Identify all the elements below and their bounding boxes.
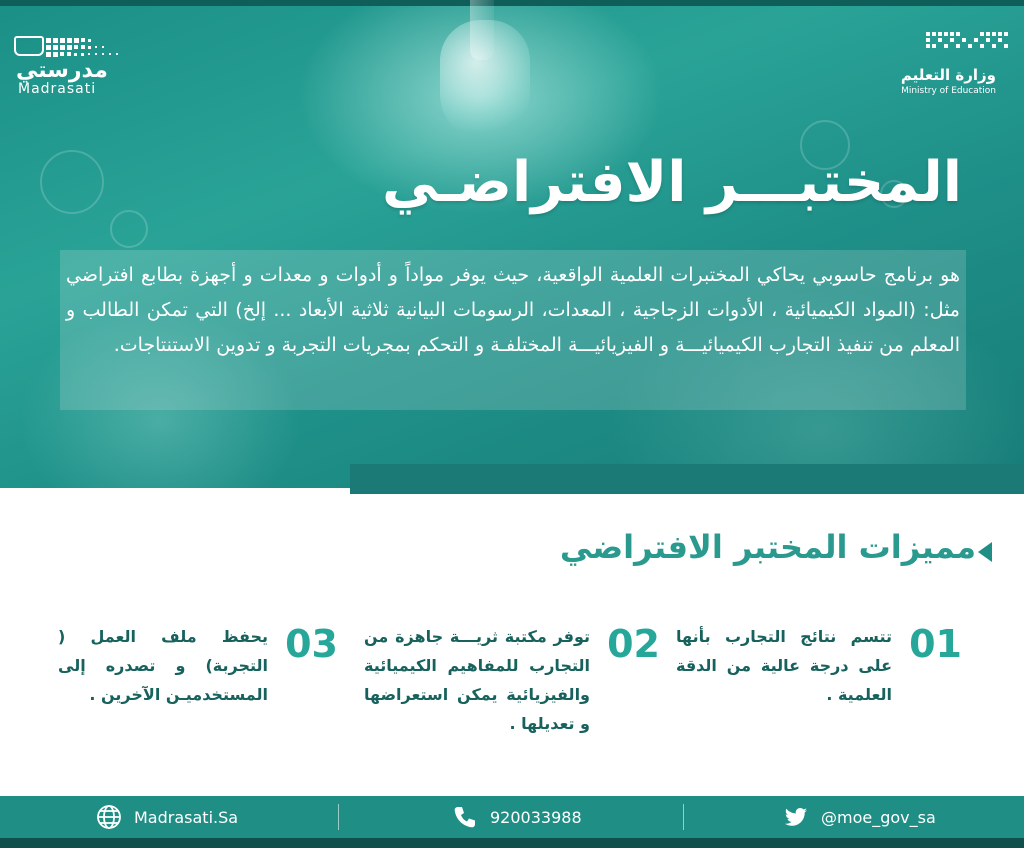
moe-logo-en: Ministry of Education: [901, 86, 996, 96]
footer-twitter[interactable]: [783, 796, 936, 838]
feature-text: توفر مكتبة ثريـــة جاهزة من التجارب للمفاهيم الكيميائية والفيزيائية يمكن استعراضها و تعديلها .: [364, 627, 590, 733]
footer-bar: [0, 796, 1024, 838]
twitter-label: @moe_gov_sa: [821, 807, 936, 827]
footer-divider: [338, 804, 339, 830]
website-label: Madrasati.Sa: [134, 807, 239, 827]
globe-icon: [96, 804, 122, 830]
description-text: هو برنامج حاسوبي يحاكي المختبرات العلمية الواقعية، حيث يوفر مواداً و أدوات و معدات و أجهزة بطابع افتراضي مثل: (المواد الكيميائية ، الأدوات الزجاجية ، المعدات، الرسومات البيانية ثلاثية الأبعاد ... إلخ) التي تمكن الطالب و المعلم من تنفيذ التجارب الكيميائيـــة و الفيزيائيـــة المختلفـة و التحكم بمجريات التجربة و تدوين الاستنتاجات.: [66, 264, 960, 356]
top-border: [0, 0, 1024, 6]
feature-number: 02: [607, 622, 660, 666]
accent-bar: [350, 464, 1024, 494]
footer-divider: [683, 804, 684, 830]
features-title: مميزات المختبر الافتراضي: [559, 528, 976, 566]
feature-item: [364, 622, 660, 742]
phone-icon: [452, 804, 478, 830]
madrasati-logo: [14, 28, 134, 98]
twitter-bird-icon: [783, 804, 809, 830]
play-triangle-icon: [978, 542, 992, 562]
feature-number: 03: [285, 622, 338, 666]
footer-website[interactable]: [96, 796, 238, 838]
feature-text: يحفظ ملف العمل ( التجربة) و تصدره إلى المستخدميـن الآخرين .: [58, 627, 268, 704]
feature-number: 01: [909, 622, 962, 666]
phone-label: 920033988: [490, 807, 582, 827]
footer-phone[interactable]: [452, 796, 582, 838]
page-title: المختبـــر الافتراضـي: [382, 150, 962, 215]
drop-graphic: [440, 20, 530, 140]
bubble-decoration: [110, 210, 148, 248]
bubble-decoration: [40, 150, 104, 214]
madrasati-logo-ar: مدرستي: [16, 58, 108, 83]
pixel-dots-icon: [44, 36, 134, 60]
footer-bottom-border: [0, 838, 1024, 848]
moe-logo-ar: وزارة التعليم: [900, 66, 996, 84]
pixel-dots-icon: [924, 30, 1010, 52]
moe-logo: [880, 28, 1010, 98]
feature-item: [58, 622, 338, 722]
book-icon: [14, 36, 44, 56]
feature-item: [676, 622, 962, 722]
feature-text: تتسم نتائج التجارب بأنها على درجة عالية من الدقة العلمية .: [676, 627, 892, 704]
madrasati-logo-en: Madrasati: [18, 81, 97, 97]
